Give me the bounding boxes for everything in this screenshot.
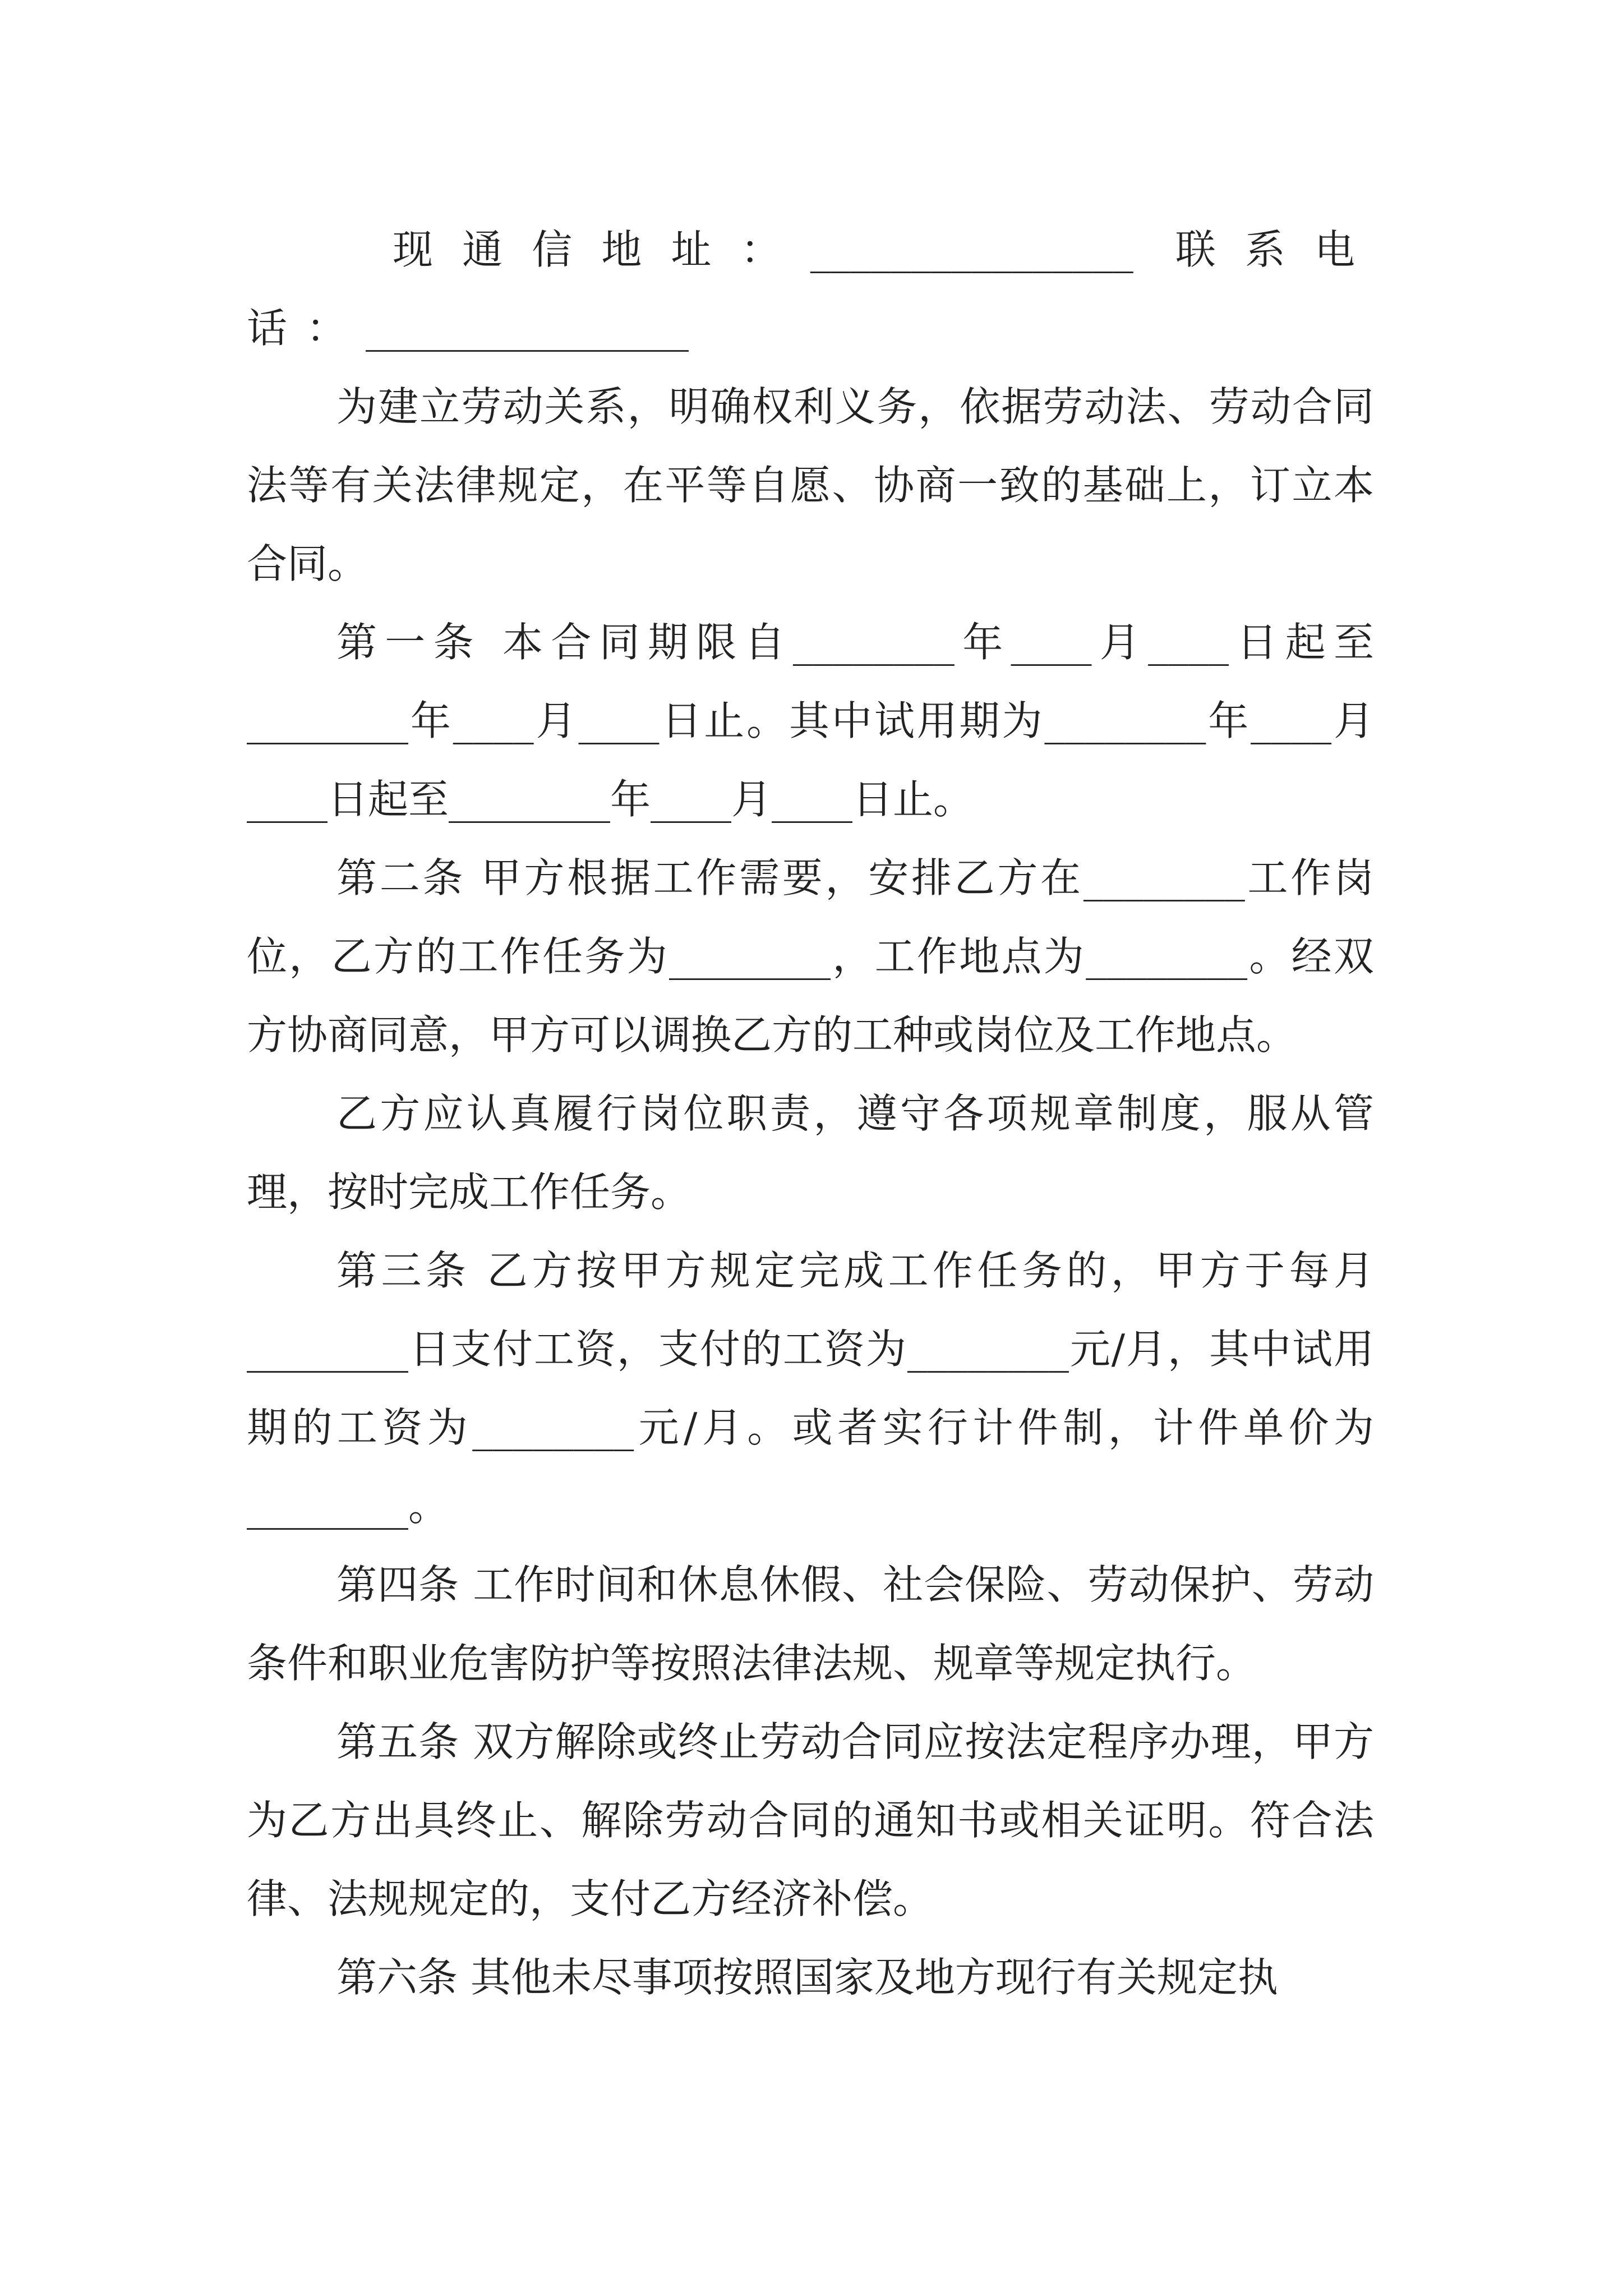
article-5-termination: 第五条 双方解除或终止劳动合同应按法定程序办理，甲方为乙方出具终止、解除劳动合同的通知书或相关证明。符合法律、法规规定的，支付乙方经济补偿。 <box>247 1718 1374 1922</box>
address-label: 现通信地址： <box>393 226 810 273</box>
contact-info-line <box>247 210 1374 367</box>
phone-blank: ________________ <box>366 305 689 352</box>
article-6-other-matters: 第六条 其他未尽事项按照国家及地方现行有关规定执 <box>336 1954 1278 2001</box>
preamble-paragraph: 为建立劳动关系，明确权利义务，依据劳动法、劳动合同法等有关法律规定，在平等自愿、协商一致的基础上，订立本合同。 <box>247 383 1374 587</box>
article-4-working-conditions: 第四条 工作时间和休息休假、社会保险、劳动保护、劳动条件和职业危害防护等按照法律法规、规章等规定执行。 <box>247 1561 1374 1687</box>
phone-label: 联系电话： <box>247 226 1374 352</box>
article-3-wages: 第三条 乙方按甲方规定完成工作任务的，甲方于每月________日支付工资，支付的工资为________元/月，其中试用期的工资为________元/月。或者实行计件制，计件单价为________。 <box>247 1247 1374 1530</box>
article-1-term: 第一条 本合同期限自________年____月____日起至________年____月____日止。其中试用期为________年____月____日起至________年____月____日止。 <box>247 619 1374 823</box>
article-2-position: 第二条 甲方根据工作需要，安排乙方在________工作岗位，乙方的工作任务为________，工作地点为________。经双方协商同意，甲方可以调换乙方的工种或岗位及工作地点。 <box>247 854 1374 1059</box>
document-body <box>247 210 1374 2017</box>
duties-paragraph: 乙方应认真履行岗位职责，遵守各项规章制度，服从管理，按时完成工作任务。 <box>247 1090 1374 1216</box>
address-blank: ________________ <box>810 226 1133 273</box>
